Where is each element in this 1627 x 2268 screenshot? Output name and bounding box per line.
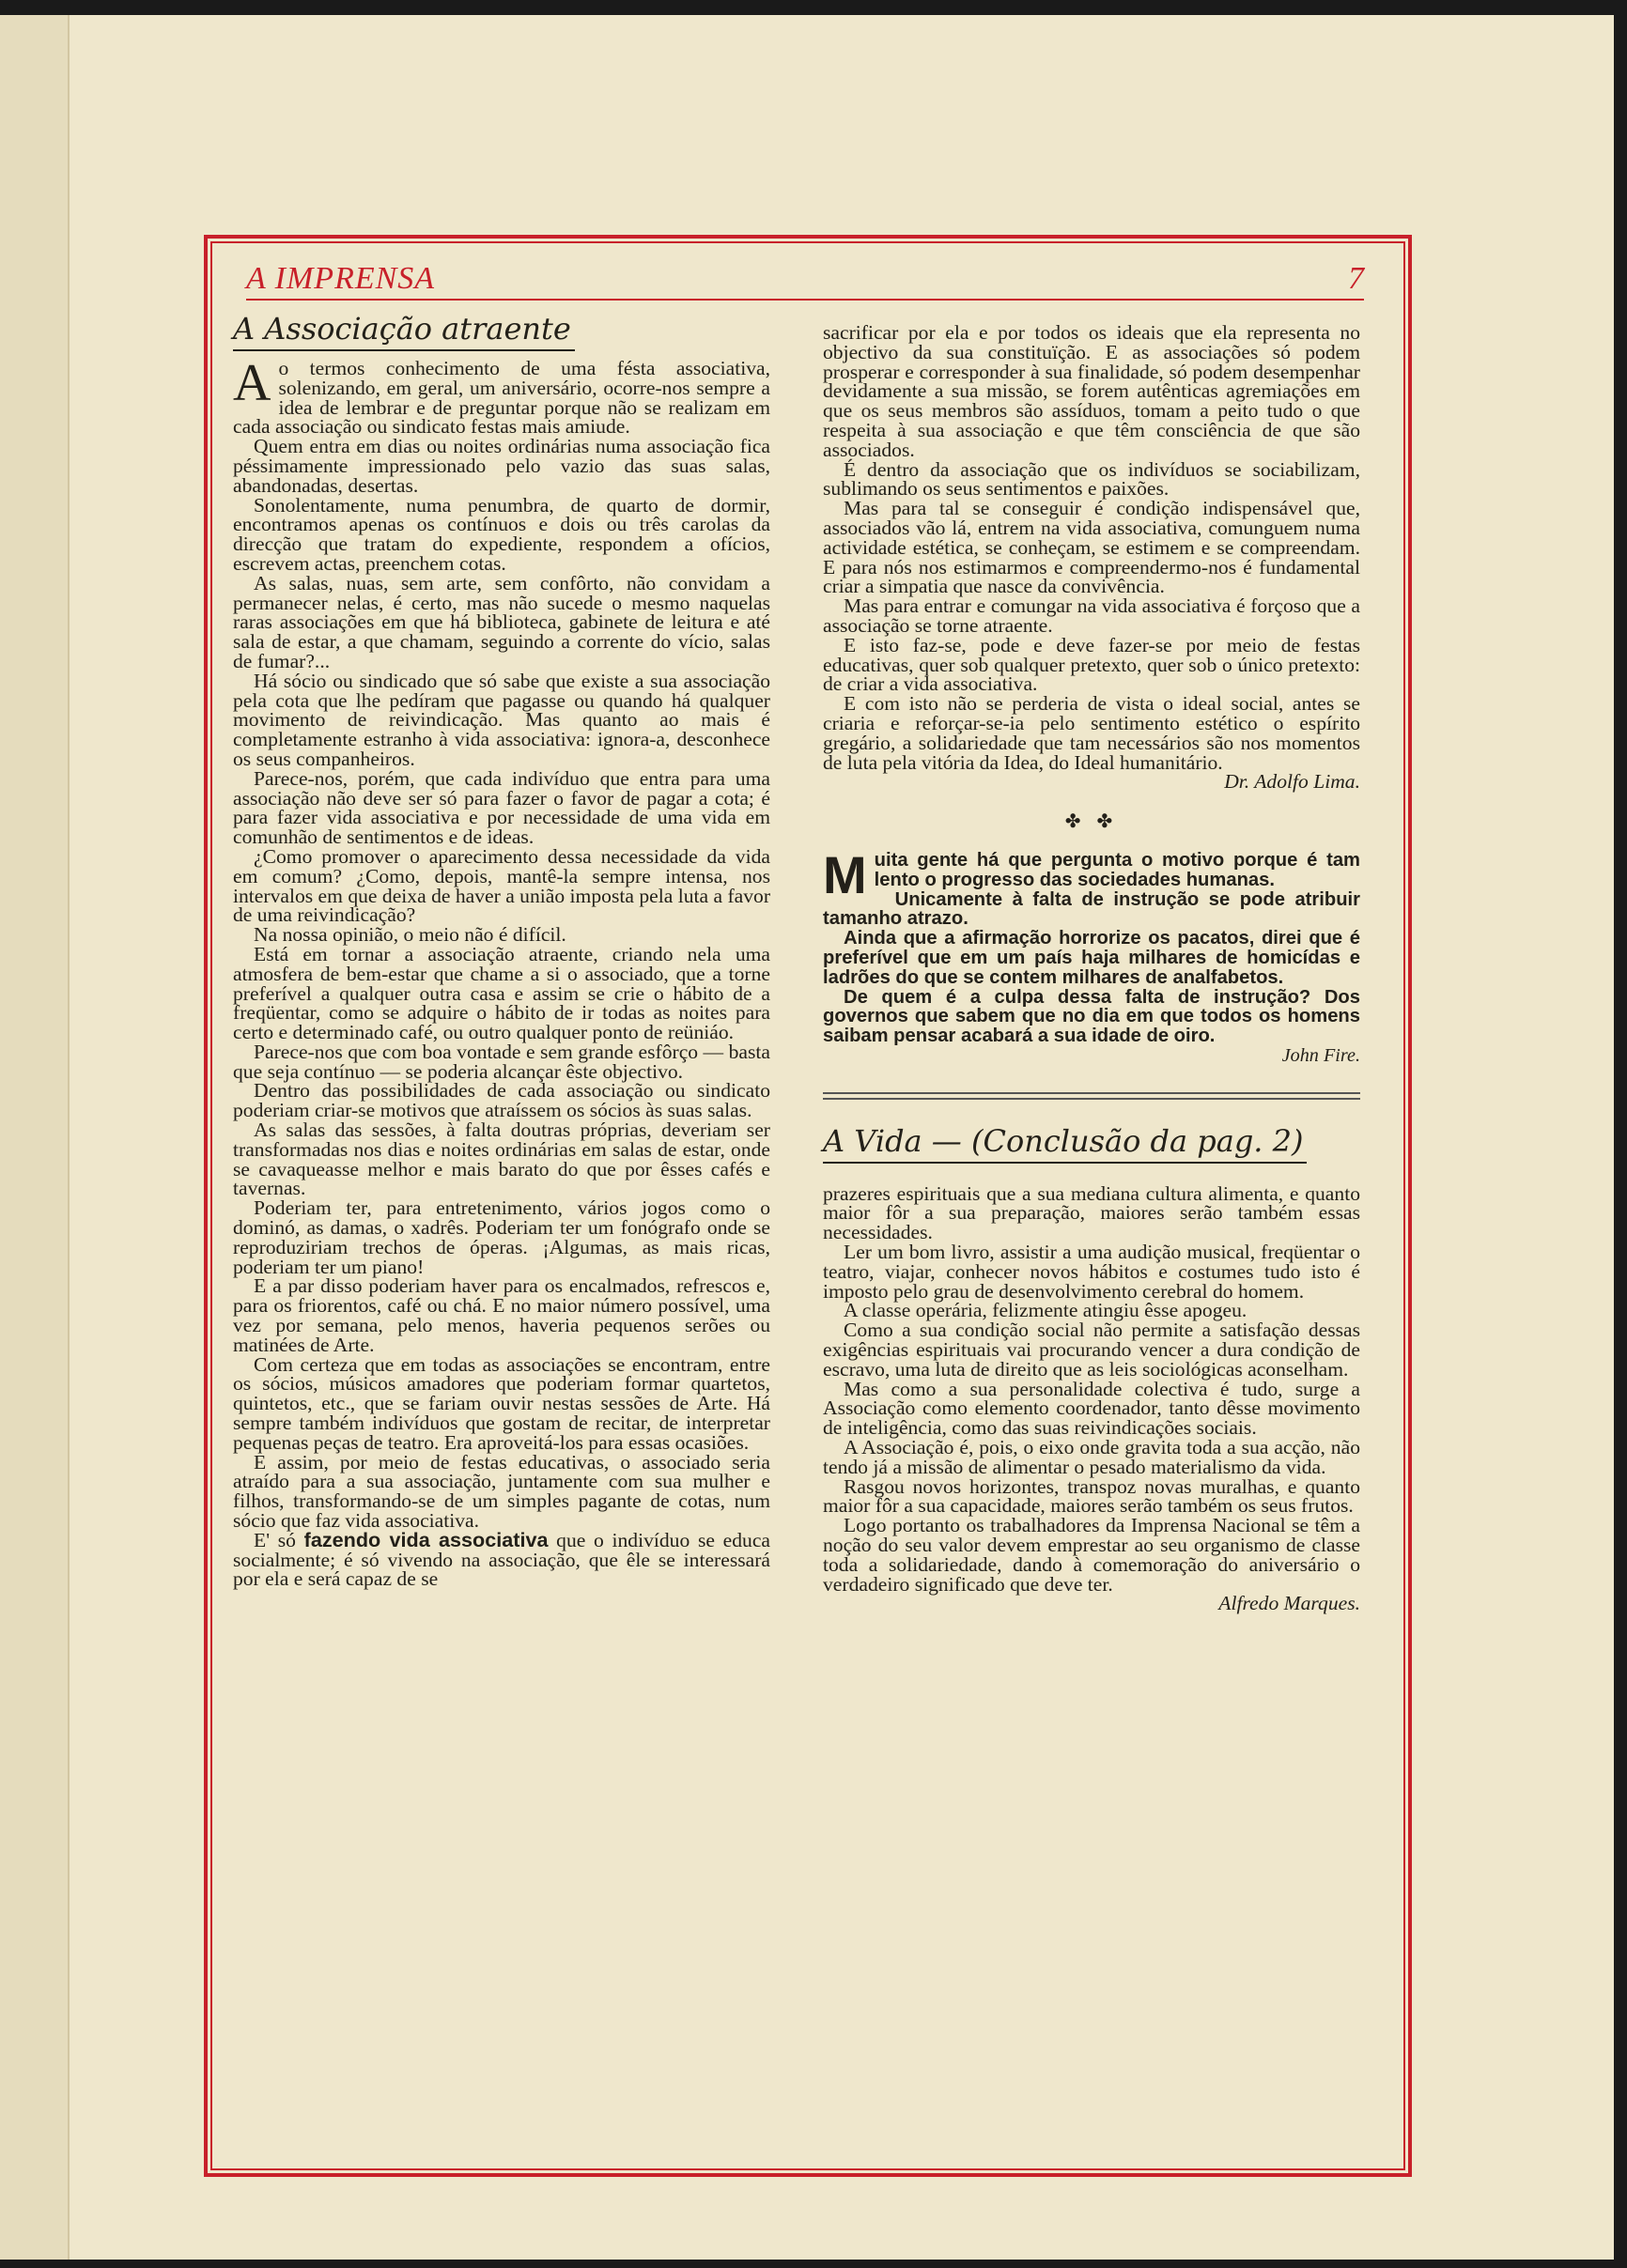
paragraph: Quem entra em dias ou noites ordinárias numa associação fica péssimamente impressionado pelo vazio das suas salas, abandonadas, desertas. [233,435,770,497]
paragraph: E assim, por meio de festas educativas, o associado seria atraído para a sua associação, juntamente com sua mulher e filhos, transformando-se de um simples pagante de cotas, num sócio que faz vida associativa. [233,1450,770,1533]
ornament-divider: ✤ ✤ [1064,811,1119,833]
paragraph: sacrificar por ela e por todos os ideais que ela representa no objectivo da sua constituïção. E as associações só podem prosperar e corresponder à sua finalidade, só podem desempenhar devidamente a sua missão, se forem autênticas agremiações em que os seus membros são assíduos, tomam a peito tudo o que respeita à sua associação e que têm consciência de que são associados. [823,321,1360,461]
paragraph: E isto faz-se, pode e deve fazer-se por meio de festas educativas, quer sob qualquer pretexto, quer sob o único pretexto: de criar a vida associativa. [823,633,1360,696]
paragraph: prazeres espirituais que a sua mediana cultura alimenta, e quanto maior fôr a sua preparação, maiores serão também essas necessidades. [823,1181,1360,1244]
article-title-vida: A Vida — (Conclusão da pag. 2) [823,1120,1307,1164]
paragraph: Com certeza que em todas as associações se encontram, entre os sócios, músicos amadores que poderiam formar quartetos, quintetos, etc., que se fariam ouvir nestas sessões de Arte. Há sempre também indivíduos que gostam de recitar, de interpretar pequenas peças de teatro. Era aproveitá-los para essas ocasiões. [233,1352,770,1454]
paragraph: A classe operária, felizmente atingiu êsse apogeu. [844,1299,1247,1322]
paragraph: De quem é a culpa dessa falta de instrução? Dos governos que sabem que no dia em que todos os homens saibam pensar acabará a sua idade de oiro. [823,986,1360,1047]
bold-phrase: fazendo vida associativa [303,1527,549,1551]
paragraph: Na nossa opinião, o meio não é difícil. [254,923,566,947]
paragraph: Poderiam ter, para entretenimento, vários jogos como o dominó, as damas, o xadrês. Poderiam ter um fonógrafo onde se reproduziriam trechos de óperas. ¡Algumas, as mais ricas, poderiam ter um piano! [233,1196,770,1278]
article-title-associacao: A Associação atraente [233,308,575,351]
signature-alfredo-marques: Alfredo Marques. [1218,1592,1360,1615]
paragraph: Está em tornar a associação atraente, criando nela uma atmosfera de bem-estar que chame a si o associado, que a torne preferível a qualquer outra casa e assim se crie o hábito de a freqüentar, como se adquire o hábito de ir todas as noites para certo e determinado café, ou outro qualquer ponto de reüniáo. [233,942,770,1044]
left-column [233,308,770,1589]
paragraph: Muita gente há que pergunta o motivo porque é tam lento o progresso das sociedades humanas. [823,844,1360,904]
signature-adolfo-lima: Dr. Adolfo Lima. [1224,770,1360,794]
paragraph: As salas, nuas, sem arte, sem confôrto, não convidam a permanecer nelas, é certo, mas não sucede o mesmo naquelas raras associações em que há biblioteca, gabinete de leitura e até sala de estar, a que chamam, seguindo a corrente do vício, salas de fumar?... [233,571,770,672]
paragraph: Como a sua condição social não permite a satisfação dessas exigências espirituais vai procurando vencer a dura condição de escravo, uma luta de direito que as leis sociológicas aconselham. [823,1319,1360,1381]
drop-cap: A [233,354,271,412]
paragraph: Mas como a sua personalidade colectiva é tudo, surge a Associação como elemento coordenador, tanto dêsse movimento de inteligência, como das suas reivindicações sociais. [823,1377,1360,1440]
paragraph: Sonolentamente, numa penumbra, de quarto de dormir, encontramos apenas os contínuos e dois ou três carolas da direcção que tratam do expediente, respondem a ofícios, escrevem actas, preenchem cotas. [233,493,770,575]
paragraph: E' só fazendo vida associativa que o indivíduo se educa socialmente; é só vivendo na associação, que êle se interessará por ela e será capaz de se [233,1527,770,1591]
page-header [246,261,1364,301]
page-number: 7 [1348,261,1364,296]
adjacent-page-edge [0,15,70,2260]
drop-cap: M [823,844,867,904]
paragraph: A Associação é, pois, o eixo onde gravita toda a sua acção, não tendo já a missão de alimentar o pesado materialismo da vida. [823,1436,1360,1478]
paragraph: Rasgou novos horizontes, transpoz novas muralhas, e quanto maior fôr a sua capacidade, maiores serão também os seus frutos. [823,1474,1360,1518]
right-column [823,323,1360,1613]
paragraph: Há sócio ou sindicado que só sabe que existe a sua associação pela cota que lhe pedíram que pagasse ou quando há qualquer movimento de reivindicação. Mas quanto ao mais é completamente estranho à vida associativa: ignora-a, desconhece os seus companheiros. [233,669,770,770]
paragraph: Parece-nos que com boa vontade e sem grande esfôrço — basta que seja contínuo — se poderia alcançar êste objectivo. [233,1040,770,1083]
paragraph: Ao termos conhecimento de uma fésta associativa, solenizando, em geral, um aniversário, ocorre-nos sempre a idea de lembrar e de preguntar porque não se realizam em cada associação ou sindicato festas mais amiude. [233,354,770,439]
paragraph: E a par disso poderiam haver para os encalmados, refrescos e, para os friorentos, café ou chá. E no maior número possível, uma vez por semana, pelo menos, haveria pequenos serões ou matinées de Arte. [233,1274,770,1356]
paragraph: Mas para entrar e comungar na vida associativa é forçoso que a associação se torne atraente. [823,594,1360,637]
paragraph: É dentro da associação que os indivíduos se sociabilizam, sublimando os seus sentimentos e paixões. [823,457,1360,501]
publication-title: A IMPRENSA [246,261,436,296]
paragraph: E com isto não se perderia de vista o ideal social, antes se criaria e reforçar-se-ia pelo sentimento estético o espírito gregário, a solidariedade que tam necessários são nos momentos de luta pela vitória da Idea, do Ideal humanitário. [823,692,1360,774]
double-rule-divider [823,1092,1360,1100]
paragraph: Logo portanto os trabalhadores da Imprensa Nacional se têm a noção do seu valor devem emprestar ao seu organismo de classe toda a solidariedade, dando à comemoração do aniversário o verdadeiro significado que deve ter. [823,1514,1360,1596]
paragraph: Ainda que a afirmação horrorize os pacatos, direi que é preferível que em um país haja milhares de homicídas e ladrões do que se contem milhares de analfabetos. [823,928,1360,988]
paragraph: Dentro das possibilidades de cada associação ou sindicato poderiam criar-se motivos que atraíssem os sócios às suas salas. [233,1079,770,1122]
paragraph: Parece-nos, porém, que cada indivíduo que entra para uma associação não deve ser só para fazer o favor de pagar a cota; é para fazer vida associativa e por necessidade de uma vida em comunhão de sentimentos e de ideas. [233,766,770,849]
paragraph: Mas para tal se conseguir é condição indispensável que, associados vão lá, entrem na vida associativa, comunguem numa actividade estética, se conheçam, se estimem e se compreendam. E para nós nos estimarmos e compreendermo-nos é fundamental criar a simpatia que nasce da convivência. [823,497,1360,598]
paragraph: Ler um bom livro, assistir a uma audição musical, freqüentar o teatro, viajar, conhecer novos hábitos e costumes tudo isto é imposto pelo grau de desenvolvimento cerebral do homem. [823,1241,1360,1303]
article-instrucao [823,844,1360,1066]
signature-john-fire: John Fire. [1281,1044,1360,1066]
paragraph: Unicamente à falta de instrução se pode atribuir tamanho atrazo. [823,888,1360,930]
paragraph: As salas das sessões, à falta doutras próprias, deveriam ser transformadas nos dias e noites ordinárias em salas de estar, onde se cavaqueasse melhor e mais barato do que por êsses cafés e tavernas. [233,1119,770,1200]
paragraph: ¿Como promover o aparecimento dessa necessidade da vida em comum? ¿Como, depois, mantê-la sempre intensa, nos intervalos em que deixa de haver a união imposta pela luta a favor de uma reivindicação? [233,844,771,927]
